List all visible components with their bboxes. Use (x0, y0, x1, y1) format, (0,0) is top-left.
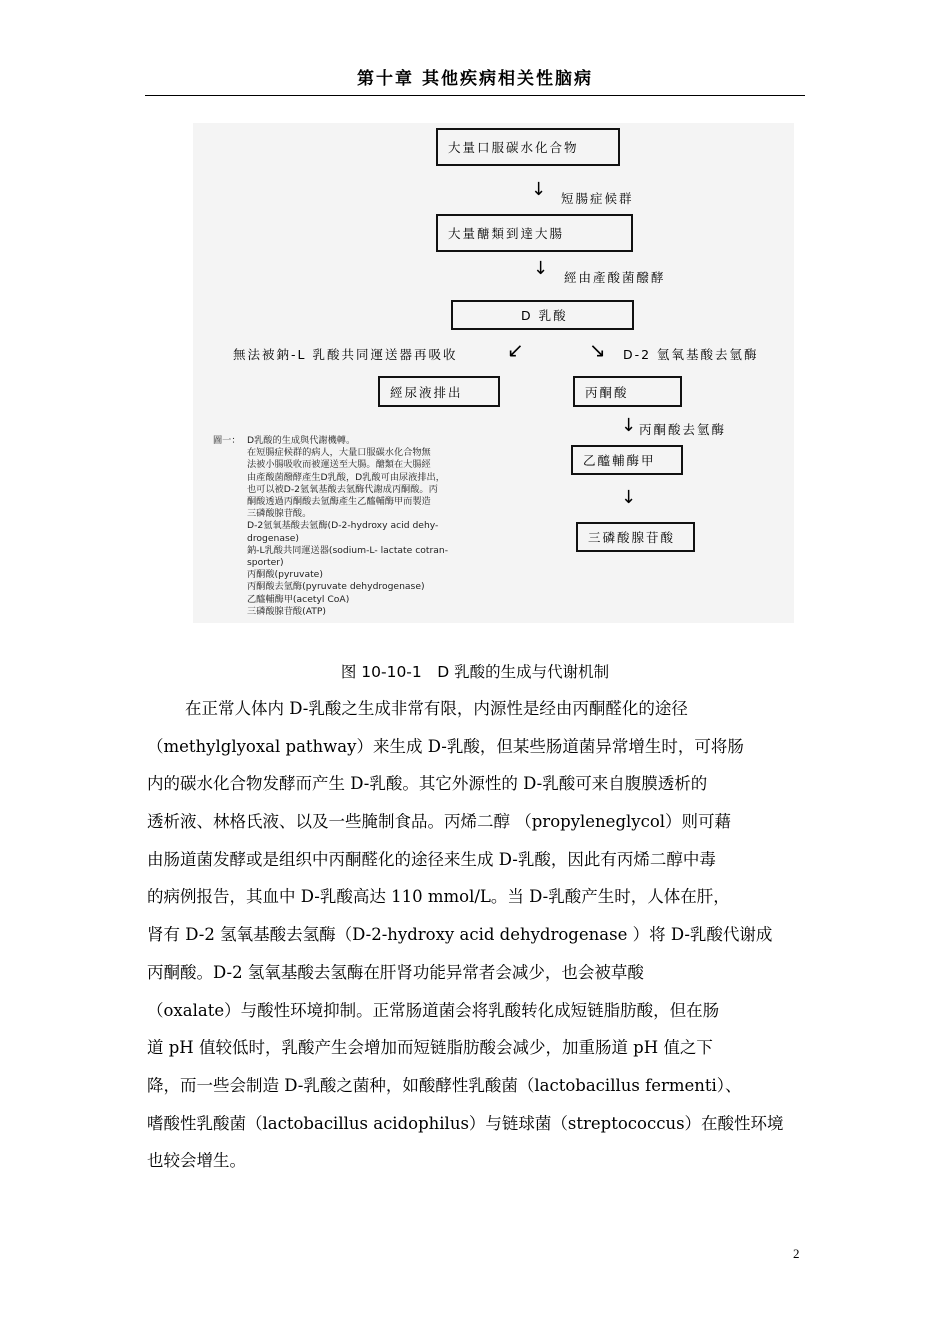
page-header (145, 66, 805, 96)
page-number: 2 (793, 1246, 800, 1261)
box-acetyl-coa (571, 445, 683, 475)
legend-line: sporter) (247, 557, 284, 569)
arrow-left: ↙ (507, 338, 524, 362)
legend-line: 丙酮酸去氫酶(pyruvate dehydrogenase) (247, 581, 425, 593)
legend-line: 三磷酸腺苷酸(ATP) (247, 605, 327, 617)
legend-line: 乙醯輔酶甲(acetyl CoA) (247, 593, 350, 605)
box-pyruvate (573, 376, 682, 407)
arrow-down-3: ↓ (621, 415, 637, 436)
box-urine-excretion (378, 376, 500, 407)
arrow-down-1: ↓ (531, 179, 547, 200)
paragraph-line: 降，而一些会制造 D-乳酸之菌种，如酸酵性乳酸菌（lactobacillus fermenti）、 (147, 1075, 742, 1095)
arrow-down-2: ↓ (533, 258, 549, 279)
flowchart-figure (193, 123, 794, 623)
paragraph-line: 丙酮酸。D-2 氢氧基酸去氢酶在肝肾功能异常者会减少，也会被草酸 (147, 962, 644, 982)
box-sugars-to-colon-label: 大量醣類到達大腸 (448, 226, 565, 241)
paragraph-line: 内的碳水化合物发酵而产生 D-乳酸。其它外源性的 D-乳酸可来自腹膜透析的 (147, 774, 708, 794)
paragraph-line: （oxalate）与酸性环境抑制。正常肠道菌会将乳酸转化成短链脂肪酸，但在肠 (147, 1000, 720, 1020)
legend-line: 鈉-L乳酸共同運送器(sodium-L- lactate cotran- (247, 544, 449, 556)
legend-line: 由產酸菌醱酵產生D乳酸，D乳酸可由尿液排出， (247, 471, 445, 483)
paragraph-line: 的病例报告，其血中 D-乳酸高达 110 mmol/L。当 D-乳酸产生时，人体在肝， (147, 887, 730, 907)
label-pyruvate-dehydrogenase: 丙酮酸去氫酶 (639, 422, 727, 437)
box-oral-carbohydrates (436, 128, 620, 166)
arrow-down-4: ↓ (621, 487, 637, 508)
paragraph-line: 肾有 D-2 氢氧基酸去氢酶（D-2-hydroxy acid dehydrogenase ）将 D-乳酸代谢成 (147, 925, 773, 945)
label-acid-bacteria: 經由產酸菌醱酵 (564, 270, 666, 285)
paragraph-line: 嗜酸性乳酸菌（lactobacillus acidophilus）与链球菌（streptococcus）在酸性环境 (147, 1113, 784, 1133)
label-no-reabsorption: 無法被鈉-L 乳酸共同運送器再吸收 (233, 347, 458, 362)
box-d-lactate-label: D 乳酸 (521, 308, 568, 323)
box-atp (576, 522, 695, 552)
figure-legend (213, 435, 498, 618)
box-pyruvate-label: 丙酮酸 (585, 384, 629, 400)
box-atp-label: 三磷酸腺苷酸 (588, 530, 676, 545)
legend-line: 酮酸透過丙酮酸去氫酶產生乙醯輔酶甲而製造 (247, 496, 431, 508)
legend-line: 法被小腸吸收而被運送至大腸。醣類在大腸經 (247, 459, 431, 471)
chapter-title: 第十章 其他疾病相关性脑病 (357, 69, 593, 89)
legend-line: D乳酸的生成與代謝機轉。 (247, 435, 356, 446)
arrow-right: ↘ (589, 338, 606, 362)
paragraph-line: 道 pH 值较低时，乳酸产生会增加而短链脂肪酸会减少，加重肠道 pH 值之下 (147, 1038, 713, 1058)
box-acetyl-coa-label: 乙醯輔酶甲 (583, 453, 656, 468)
paragraph-line: 也较会增生。 (147, 1151, 246, 1171)
box-d-lactate (451, 300, 634, 330)
paragraph-line: 透析液、林格氏液、以及一些腌制食品。丙烯二醇 （propyleneglycol）则可藉 (147, 812, 732, 832)
paragraph-line: （methylglyoxal pathway）来生成 D-乳酸，但某些肠道菌异常增生时，可将肠 (147, 736, 744, 756)
box-urine-excretion-label: 經尿液排出 (390, 384, 463, 400)
legend-head: 圖一： (213, 435, 241, 446)
legend-line: 丙酮酸(pyruvate) (247, 569, 323, 581)
box-oral-carbohydrates-label: 大量口服碳水化合物 (448, 140, 579, 155)
legend-line: 三磷酸腺苷酸。 (247, 508, 312, 520)
body-paragraph (147, 690, 807, 1180)
paragraph-line: 在正常人体内 D-乳酸之生成非常有限，内源性是经由丙酮醛化的途径 (185, 699, 688, 718)
legend-line: D-2氫氧基酸去氫酶(D-2-hydroxy acid dehy- (247, 520, 439, 532)
legend-line: drogenase) (247, 532, 299, 544)
legend-line: 也可以被D-2氫氧基酸去氫酶代謝成丙酮酸。丙 (247, 483, 438, 495)
paragraph-line: 由肠道菌发酵或是组织中丙酮醛化的途径来生成 D-乳酸，因此有丙烯二醇中毒 (147, 849, 716, 869)
label-short-bowel: 短腸症候群 (561, 191, 634, 206)
legend-line: 在短腸症候群的病人，大量口服碳水化合物無 (247, 447, 431, 459)
label-d2-dehydrogenase: D-2 氫氧基酸去氫酶 (623, 347, 759, 362)
figure-caption: 图 10-10-1 D 乳酸的生成与代谢机制 (340, 663, 610, 681)
box-sugars-to-colon (436, 214, 633, 252)
